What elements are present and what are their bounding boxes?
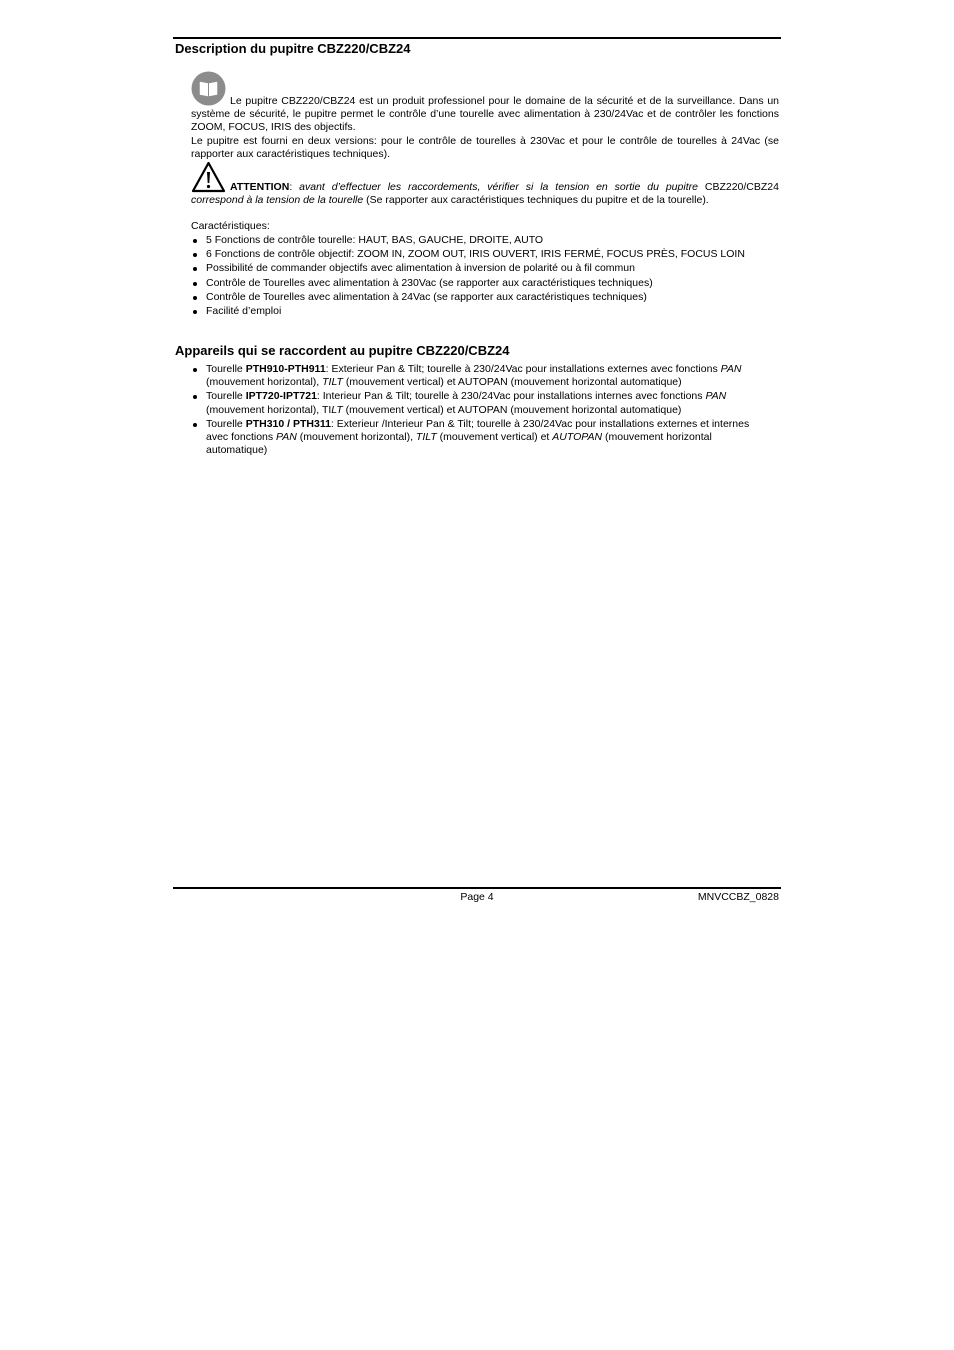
intro-section xyxy=(191,95,779,161)
document-code: MNVCCBZ_0828 xyxy=(697,891,779,903)
list-item: Possibilité de commander objectifs avec alimentation à inversion de polarité ou à fil commun xyxy=(191,262,766,275)
attention-notice xyxy=(191,181,779,207)
page-title: Description du pupitre CBZ220/CBZ24 xyxy=(175,41,411,56)
device-model: PTH910-PTH911 xyxy=(245,363,326,375)
list-item: Contrôle de Tourelles avec alimentation à 230Vac (se rapporter aux caractéristiques techniques) xyxy=(191,277,766,290)
device-item-pth910: Tourelle PTH910-PTH911: Exterieur Pan & Tilt; tourelle à 230/24Vac pour installations externes avec fonctions PAN (mouvement horizontal), TILT (mouvement vertical) et AUTOPAN (mouvement horizontal automatique) xyxy=(191,363,771,389)
caracteristiques-list xyxy=(191,234,766,319)
attention-label: ATTENTION xyxy=(230,181,290,193)
attention-italic-2: correspond à la tension de la tourelle xyxy=(191,194,364,207)
intro-paragraph-1: Le pupitre CBZ220/CBZ24 est un produit professionel pour le domaine de la sécurité et de la surveillance. Dans un système de sécurité, le pupitre permet le contrôle d’une tourelle avec alimentation à 230/24Vac et de contrôler les fonctions ZOOM, FOCUS, IRIS des objectifs. xyxy=(191,95,779,134)
top-rule xyxy=(173,37,781,39)
device-item-ipt720: Tourelle IPT720-IPT721: Interieur Pan & Tilt; tourelle à 230/24Vac pour installations internes avec fonctions PAN (mouvement horizontal), TILT (mouvement vertical) et AUTOPAN (mouvement horizontal automatique) xyxy=(191,390,771,416)
list-item: 5 Fonctions de contrôle tourelle: HAUT, BAS, GAUCHE, DROITE, AUTO xyxy=(191,234,766,247)
appareils-list xyxy=(191,363,771,458)
attention-sep: : xyxy=(289,181,300,193)
list-item: Contrôle de Tourelles avec alimentation à 24Vac (se rapporter aux caractéristiques techniques) xyxy=(191,291,766,304)
attention-model: CBZ220/CBZ24 xyxy=(697,181,779,193)
attention-rest: (Se rapporter aux caractéristiques techniques du pupitre et de la tourelle). xyxy=(363,194,709,207)
device-model: IPT720-IPT721 xyxy=(245,390,317,403)
list-item: Facilité d’emploi xyxy=(191,305,766,318)
device-model: PTH310 / PTH311 xyxy=(245,417,331,430)
intro-paragraph-2: Le pupitre est fourni en deux versions: pour le contrôle de tourelles à 230Vac et pour le contrôle de tourelles à 24Vac (se rapporter aux caractéristiques techniques). xyxy=(191,134,779,160)
attention-italic-1: avant d’effectuer les raccordements, vérifier si la tension en sortie du pupitre xyxy=(299,181,698,193)
caracteristiques-title: Caractéristiques: xyxy=(191,220,270,232)
bottom-rule xyxy=(173,887,781,889)
list-item: 6 Fonctions de contrôle objectif: ZOOM IN, ZOOM OUT, IRIS OUVERT, IRIS FERMÉ, FOCUS PRÈS, FOCUS LOIN xyxy=(191,248,766,261)
appareils-title: Appareils qui se raccordent au pupitre CBZ220/CBZ24 xyxy=(175,343,510,358)
device-item-pth310: Tourelle PTH310 / PTH311: Exterieur /Interieur Pan & Tilt; tourelle à 230/24Vac pour installations externes et internes avec fonctions PAN (mouvement horizontal), TILT (mouvement vertical) et AUTOPAN (mouvement horizontal automatique) xyxy=(191,418,771,458)
page-number: Page 4 xyxy=(460,891,494,903)
